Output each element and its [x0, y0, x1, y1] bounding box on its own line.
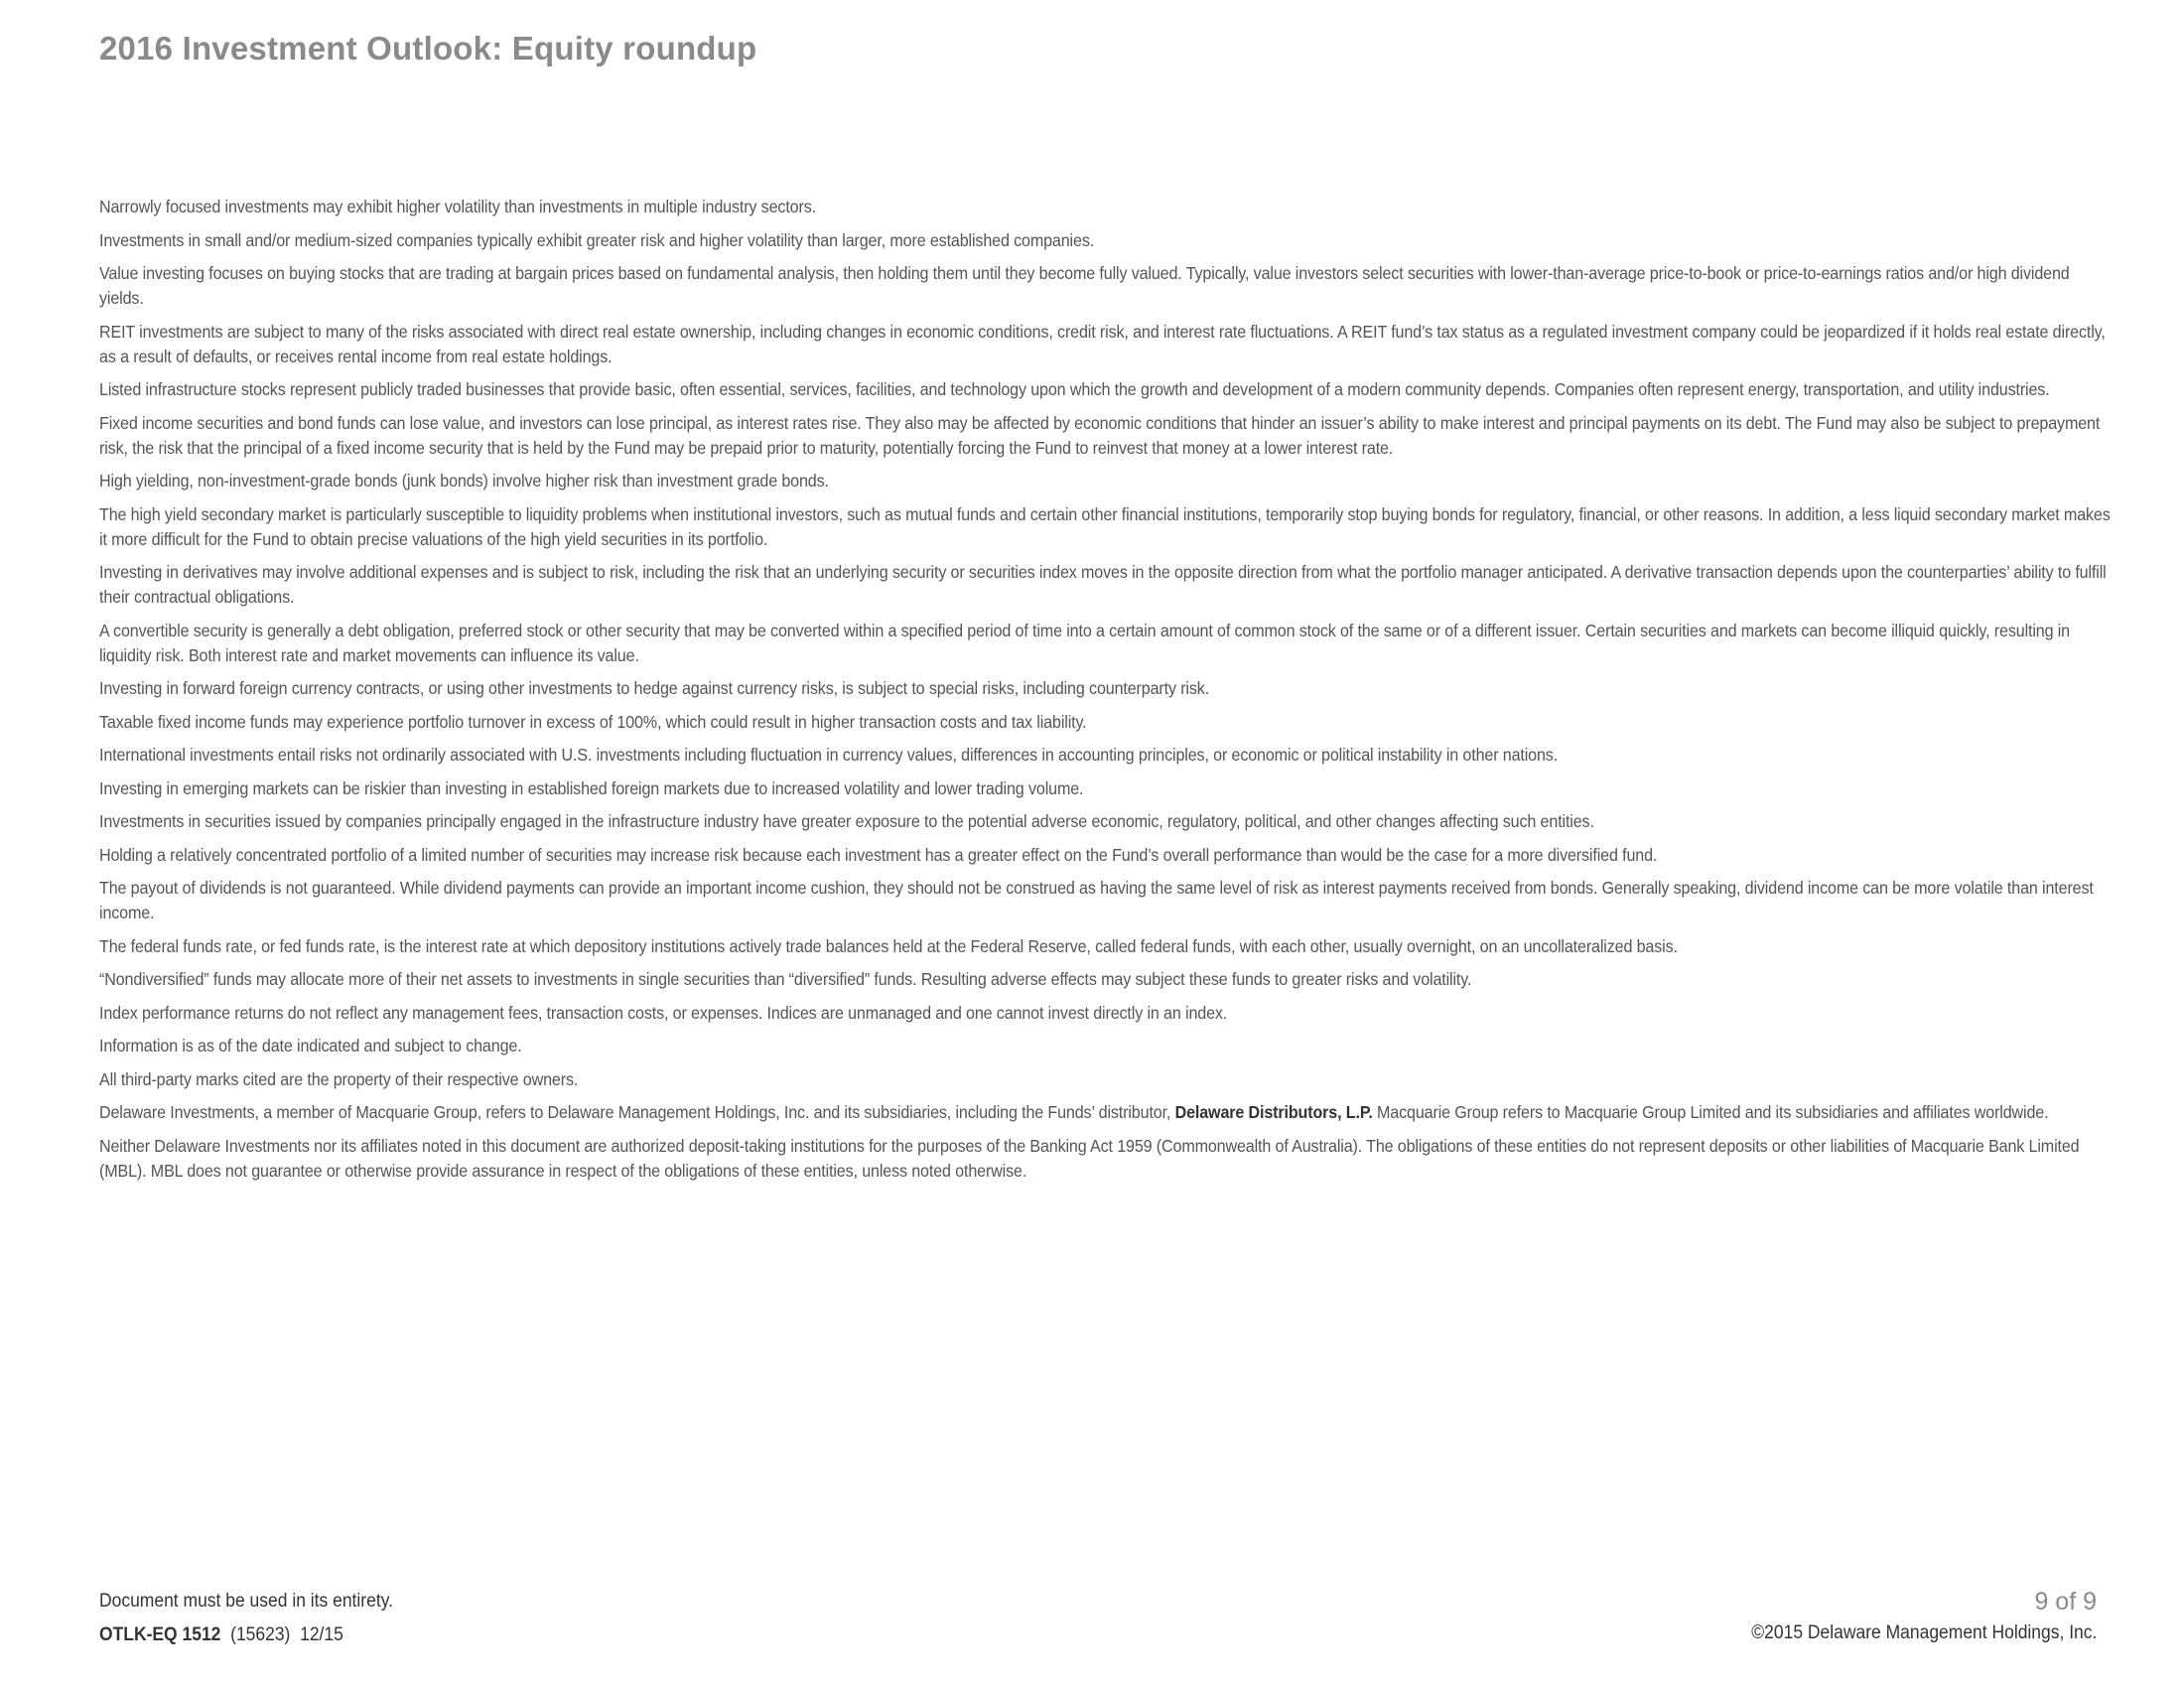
disclosure-dividends: The payout of dividends is not guaranteed. While dividend payments can provide an important income cushion, they should not be construed as having the same level of risk as interest payments received from bonds. Generally speaking, dividend income can be more volatile than interest income.: [99, 878, 2094, 922]
delaware-text-before: Delaware Investments, a member of Macquarie Group, refers to Delaware Management Holdings, Inc. and its subsidiaries, including the Funds’ distributor,: [99, 1102, 1175, 1122]
doc-date: 12/15: [300, 1624, 343, 1645]
disclosure-currency-contracts: Investing in forward foreign currency contracts, or using other investments to hedge against currency risks, is subject to special risks, including counterparty risk.: [99, 678, 1210, 698]
disclosure-high-yield: High yielding, non-investment-grade bonds (junk bonds) involve higher risk than investment grade bonds.: [99, 471, 829, 491]
distributor-name: Delaware Distributors, L.P.: [1174, 1102, 1373, 1122]
doc-number: (15623): [230, 1624, 291, 1645]
disclosure-small-mid-cap: Investments in small and/or medium-sized companies typically exhibit greater risk and higher volatility than larger, more established companies.: [99, 229, 1095, 250]
disclosure-index-performance: Index performance returns do not reflect any management fees, transaction costs, or expenses. Indices are unmanaged and one cannot invest directly in an index.: [99, 1002, 1228, 1023]
disclosure-convertible: A convertible security is generally a debt obligation, preferred stock or other security that may be converted within a specified period of time into a certain amount of common stock of the same or of a different issuer. Certain securities and markets can become illiquid quickly, resulting in liquidity risk. Both interest rate and market movements can influence its value.: [99, 620, 2071, 665]
disclosure-fixed-income: Fixed income securities and bond funds can lose value, and investors can lose principal, as interest rates rise. They also may be affected by economic conditions that hinder an issuer’s ability to make interest and principal payments on its debt. The Fund may also be subject to prepayment risk, the risk that the principal of a fixed income security that is held by the Fund may be prepaid prior to maturity, potentially forcing the Fund to reinvest that money at a lower interest rate.: [99, 412, 2101, 458]
disclosure-international: International investments entail risks not ordinarily associated with U.S. investments including fluctuation in currency values, differences in accounting principles, or economic or political instability in other nations.: [99, 745, 1559, 765]
footer-left: [99, 1589, 419, 1648]
disclosure-information-date: Information is as of the date indicated and subject to change.: [99, 1036, 522, 1055]
disclosure-value-investing: Value investing focuses on buying stocks that are trading at bargain prices based on fundamental analysis, then holding them until they become fully valued. Typically, value investors select securities with lower-than-average price-to-book or price-to-earnings ratios and/or high dividend yields.: [99, 263, 2070, 308]
page-number: 9 of 9: [2034, 1588, 2097, 1616]
document-code: [99, 1622, 393, 1648]
copyright: ©2015 Delaware Management Holdings, Inc.: [1750, 1622, 2097, 1643]
delaware-text-after: Macquarie Group refers to Macquarie Group Limited and its subsidiaries and affiliates worldwide.: [1372, 1102, 2049, 1122]
disclosures-section: [99, 195, 2115, 1192]
page-title: 2016 Investment Outlook: Equity roundup: [99, 30, 757, 67]
disclosure-narrow-focus: Narrowly focused investments may exhibit higher volatility than investments in multiple industry sectors.: [99, 197, 816, 216]
disclosure-macquarie-bank: Neither Delaware Investments nor its affiliates noted in this document are authorized deposit-taking institutions for the purposes of the Banking Act 1959 (Commonwealth of Australia). The obligations of these entities do not represent deposits or other liabilities of Macquarie Bank Limited (MBL). MBL does not guarantee or otherwise provide assurance in respect of the obligations of these entities, unless noted otherwise.: [99, 1135, 2080, 1181]
disclosure-derivatives: Investing in derivatives may involve additional expenses and is subject to risk, including the risk that an underlying security or securities index moves in the opposite direction from what the portfolio manager anticipated. A derivative transaction depends upon the counterparties’ ability to fulfill their contractual obligations.: [99, 562, 2107, 607]
disclosure-infrastructure-stocks: Listed infrastructure stocks represent publicly traded businesses that provide basic, often essential, services, facilities, and technology upon which the growth and development of a modern community depends. Companies often represent energy, transportation, and utility industries.: [99, 379, 2050, 399]
disclosure-emerging-markets: Investing in emerging markets can be riskier than investing in established foreign markets due to increased volatility and lower trading volume.: [99, 777, 1084, 798]
doc-code-id: OTLK-EQ 1512: [99, 1624, 221, 1645]
disclosure-delaware-investments: [99, 1100, 2115, 1125]
disclosure-fed-funds: The federal funds rate, or fed funds rate, is the interest rate at which depository institutions actively trade balances held at the Federal Reserve, called federal funds, with each other, usually overnight, on an uncollateralized basis.: [99, 935, 1678, 956]
footer-note: Document must be used in its entirety.: [99, 1591, 394, 1612]
disclosure-nondiversified: “Nondiversified” funds may allocate more of their net assets to investments in single securities than “diversified” funds. Resulting adverse effects may subject these funds to greater risks and volatility.: [99, 969, 1472, 989]
disclosure-reit: REIT investments are subject to many of the risks associated with direct real estate ownership, including changes in economic conditions, credit risk, and interest rate fluctuations. A REIT fund’s tax status as a regulated investment company could be jeopardized if it holds real estate directly, as a result of defaults, or receives rental income from real estate holdings.: [99, 321, 2106, 366]
disclosure-portfolio-turnover: Taxable fixed income funds may experience portfolio turnover in excess of 100%, which could result in higher transaction costs and tax liability.: [99, 711, 1087, 732]
footer-right: [1721, 1587, 2097, 1646]
disclosure-concentrated-portfolio: Holding a relatively concentrated portfolio of a limited number of securities may increase risk because each investment has a greater effect on the Fund’s overall performance than would be the case for a more diversified fund.: [99, 844, 1658, 865]
disclosure-infrastructure-industry: Investments in securities issued by companies principally engaged in the infrastructure industry have greater exposure to the potential adverse economic, regulatory, political, and other changes affecting such entities.: [99, 811, 1594, 831]
disclosure-third-party-marks: All third-party marks cited are the property of their respective owners.: [99, 1068, 579, 1089]
disclosure-secondary-market: The high yield secondary market is particularly susceptible to liquidity problems when institutional investors, such as mutual funds and certain other financial institutions, temporarily stop buying bonds for regulatory, financial, or other reasons. In addition, a less liquid secondary market makes it more difficult for the Fund to obtain precise valuations of the high yield securities in its portfolio.: [99, 503, 2111, 549]
